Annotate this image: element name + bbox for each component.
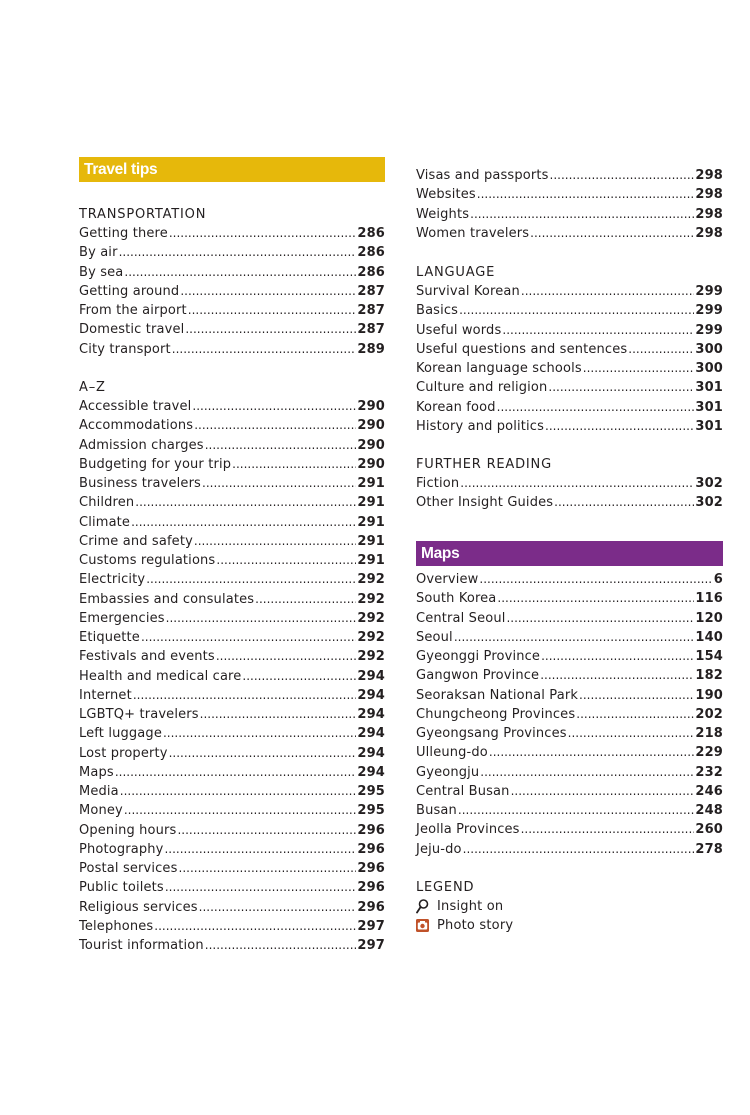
entry-title: Etiquette bbox=[79, 630, 140, 645]
toc-entry[interactable] bbox=[79, 609, 385, 628]
toc-entry[interactable] bbox=[416, 282, 723, 301]
entry-page: 294 bbox=[357, 668, 385, 684]
entry-page: 291 bbox=[357, 533, 385, 549]
toc-entry[interactable] bbox=[79, 763, 385, 782]
legend-item-photo-story bbox=[416, 916, 513, 935]
toc-entry[interactable] bbox=[416, 743, 723, 762]
toc-entry[interactable] bbox=[79, 667, 385, 686]
toc-entry[interactable] bbox=[416, 647, 723, 666]
entry-page: 294 bbox=[357, 687, 385, 703]
entry-page: 120 bbox=[695, 610, 723, 626]
entry-title: Women travelers bbox=[416, 225, 530, 241]
entry-title: Getting there bbox=[79, 226, 168, 241]
entry-page: 294 bbox=[357, 726, 385, 742]
section-heading-language: LANGUAGE bbox=[416, 265, 496, 280]
toc-entry[interactable] bbox=[79, 917, 385, 936]
entry-title: Survival Korean bbox=[416, 284, 520, 299]
entry-title: Budgeting for your trip bbox=[79, 456, 232, 472]
legend-item-insight-on bbox=[416, 897, 503, 916]
toc-entry[interactable] bbox=[416, 398, 723, 417]
entry-title: Gyeonggi Province bbox=[416, 649, 541, 664]
entry-page: 291 bbox=[357, 495, 385, 511]
toc-entry[interactable] bbox=[79, 821, 385, 840]
entry-page: 299 bbox=[695, 303, 723, 319]
toc-entry[interactable] bbox=[79, 859, 385, 878]
toc-entry[interactable] bbox=[416, 628, 723, 647]
entry-page: 294 bbox=[357, 764, 385, 780]
entry-title: Korean food bbox=[416, 399, 496, 415]
toc-entry[interactable] bbox=[416, 359, 723, 378]
entry-page: 287 bbox=[357, 303, 385, 318]
entry-title: Customs regulations bbox=[79, 553, 216, 568]
toc-entry[interactable] bbox=[416, 205, 723, 224]
entry-page: 291 bbox=[357, 553, 385, 568]
toc-entry[interactable] bbox=[416, 378, 723, 397]
entry-page: 296 bbox=[357, 899, 385, 915]
toc-entry[interactable] bbox=[79, 878, 385, 897]
toc-entry[interactable] bbox=[79, 724, 385, 743]
entry-title: LGBTQ+ travelers bbox=[79, 707, 199, 722]
entry-title: Gyeongsang Provinces bbox=[416, 726, 567, 741]
toc-entry[interactable] bbox=[416, 705, 723, 724]
section-heading-legend: LEGEND bbox=[416, 880, 475, 895]
toc-entry[interactable] bbox=[416, 321, 723, 340]
toc-entry[interactable] bbox=[416, 570, 723, 589]
entry-page: 154 bbox=[695, 649, 723, 664]
entry-title: Festivals and events bbox=[79, 649, 215, 665]
entry-title: Accommodations bbox=[79, 418, 194, 434]
toc-entry[interactable] bbox=[79, 898, 385, 917]
entry-page: 278 bbox=[695, 841, 723, 857]
entry-page: 294 bbox=[357, 745, 385, 761]
entry-page: 297 bbox=[357, 938, 385, 953]
entry-title: Busan bbox=[416, 803, 457, 818]
entry-title: Gyeongju bbox=[416, 764, 480, 780]
entry-title: Overview bbox=[416, 572, 479, 587]
entry-page: 298 bbox=[695, 206, 723, 222]
toc-entry[interactable] bbox=[79, 628, 385, 647]
entry-page: 290 bbox=[357, 437, 385, 453]
entry-page: 296 bbox=[357, 841, 385, 857]
entry-title: From the airport bbox=[79, 303, 187, 318]
entry-title: Getting around bbox=[79, 283, 180, 299]
toc-entry[interactable] bbox=[79, 436, 385, 455]
entry-page: 229 bbox=[695, 745, 723, 761]
toc-entry[interactable] bbox=[79, 647, 385, 666]
entry-page: 290 bbox=[357, 456, 385, 472]
entry-title: Useful questions and sentences bbox=[416, 341, 628, 357]
entry-page: 287 bbox=[357, 322, 385, 338]
entry-page: 116 bbox=[695, 591, 723, 607]
entry-title: Chungcheong Provinces bbox=[416, 706, 576, 722]
entry-title: Visas and passports bbox=[416, 168, 549, 183]
toc-entry[interactable] bbox=[79, 397, 385, 416]
entry-page: 299 bbox=[695, 284, 723, 299]
entry-title: Public toilets bbox=[79, 880, 164, 896]
entry-title: Korean language schools bbox=[416, 361, 582, 376]
entry-title: Left luggage bbox=[79, 726, 162, 742]
entry-title: Weights bbox=[416, 206, 470, 222]
entry-title: Postal services bbox=[79, 861, 178, 876]
entry-page: 286 bbox=[357, 226, 385, 241]
entry-title: Maps bbox=[79, 764, 114, 780]
toc-entry[interactable] bbox=[79, 590, 385, 609]
entry-title: Gangwon Province bbox=[416, 668, 540, 684]
toc-entry[interactable] bbox=[416, 340, 723, 359]
entry-title: Telephones bbox=[79, 918, 154, 934]
entry-page: 6 bbox=[713, 572, 723, 587]
entry-title: Accessible travel bbox=[79, 399, 192, 414]
entry-page: 302 bbox=[695, 476, 723, 491]
toc-entry[interactable] bbox=[79, 782, 385, 801]
camera-icon bbox=[416, 919, 429, 932]
entry-title: Money bbox=[79, 803, 123, 819]
entry-page: 190 bbox=[695, 687, 723, 703]
entry-title: History and politics bbox=[416, 418, 545, 434]
entry-title: Crime and safety bbox=[79, 533, 193, 549]
entry-title: Photography bbox=[79, 841, 164, 857]
entry-page: 298 bbox=[695, 168, 723, 183]
toc-entry[interactable] bbox=[79, 416, 385, 435]
toc-entry[interactable] bbox=[416, 782, 723, 801]
entry-page: 296 bbox=[357, 861, 385, 876]
entry-page: 295 bbox=[357, 784, 385, 799]
toc-entry[interactable] bbox=[416, 609, 723, 628]
toc-entry[interactable] bbox=[416, 166, 723, 185]
entry-title: Useful words bbox=[416, 322, 502, 338]
entry-page: 292 bbox=[357, 610, 385, 626]
maps-banner: Maps bbox=[416, 541, 723, 566]
toc-entry[interactable] bbox=[79, 282, 385, 301]
entry-title: By sea bbox=[79, 264, 124, 280]
toc-entry[interactable] bbox=[79, 243, 385, 262]
entry-page: 286 bbox=[357, 264, 385, 280]
toc-entry[interactable] bbox=[416, 185, 723, 204]
entry-title: Websites bbox=[416, 187, 476, 203]
entry-page: 302 bbox=[695, 495, 723, 511]
section-heading-a-z: A–Z bbox=[79, 380, 106, 395]
toc-entry[interactable] bbox=[79, 513, 385, 532]
entry-page: 140 bbox=[695, 629, 723, 645]
entry-title: Central Seoul bbox=[416, 610, 506, 626]
entry-page: 300 bbox=[695, 361, 723, 376]
entry-title: Children bbox=[79, 495, 135, 511]
entry-page: 292 bbox=[357, 649, 385, 665]
entry-title: Opening hours bbox=[79, 822, 177, 838]
entry-page: 246 bbox=[695, 783, 723, 799]
entry-title: Jeolla Provinces bbox=[416, 822, 520, 838]
entry-page: 299 bbox=[695, 322, 723, 338]
entry-title: By air bbox=[79, 245, 118, 261]
toc-entry[interactable] bbox=[79, 263, 385, 282]
entry-page: 291 bbox=[357, 476, 385, 491]
entry-page: 298 bbox=[695, 187, 723, 203]
toc-entry[interactable] bbox=[416, 474, 723, 493]
entry-title: Fiction bbox=[416, 476, 460, 491]
entry-title: Business travelers bbox=[79, 476, 201, 491]
entry-title: South Korea bbox=[416, 591, 497, 607]
entry-page: 295 bbox=[357, 803, 385, 819]
entry-page: 296 bbox=[357, 822, 385, 838]
entry-title: Embassies and consulates bbox=[79, 591, 255, 607]
toc-entry[interactable] bbox=[416, 301, 723, 320]
toc-entry[interactable] bbox=[79, 493, 385, 512]
toc-entry[interactable] bbox=[79, 936, 385, 955]
toc-entry[interactable] bbox=[416, 224, 723, 243]
entry-title: Tourist information bbox=[79, 938, 204, 953]
entry-page: 300 bbox=[695, 341, 723, 357]
toc-entry[interactable] bbox=[416, 763, 723, 782]
entry-page: 301 bbox=[695, 418, 723, 434]
entry-title: Central Busan bbox=[416, 783, 510, 799]
toc-entry[interactable] bbox=[416, 417, 723, 436]
entry-page: 289 bbox=[357, 341, 385, 357]
entry-title: Seoraksan National Park bbox=[416, 687, 579, 703]
entry-page: 248 bbox=[695, 803, 723, 818]
entry-page: 298 bbox=[695, 225, 723, 241]
entry-page: 297 bbox=[357, 918, 385, 934]
entry-page: 182 bbox=[695, 668, 723, 684]
toc-entry[interactable] bbox=[416, 589, 723, 608]
toc-entry[interactable] bbox=[416, 666, 723, 685]
entry-page: 301 bbox=[695, 380, 723, 396]
entry-page: 202 bbox=[695, 706, 723, 722]
entry-page: 301 bbox=[695, 399, 723, 415]
toc-entry[interactable] bbox=[79, 455, 385, 474]
entry-title: Climate bbox=[79, 514, 131, 530]
entry-page: 287 bbox=[357, 283, 385, 299]
entry-title: Health and medical care bbox=[79, 668, 242, 684]
entry-page: 292 bbox=[357, 572, 385, 588]
entry-title: Jeju-do bbox=[416, 841, 462, 857]
entry-page: 232 bbox=[695, 764, 723, 780]
entry-title: City transport bbox=[79, 341, 171, 357]
toc-entry[interactable] bbox=[79, 320, 385, 339]
toc-entry[interactable] bbox=[79, 801, 385, 820]
toc-entry[interactable] bbox=[79, 474, 385, 493]
section-heading-transportation: TRANSPORTATION bbox=[79, 207, 207, 222]
entry-title: Emergencies bbox=[79, 610, 165, 626]
entry-title: Admission charges bbox=[79, 437, 204, 453]
entry-title: Lost property bbox=[79, 745, 168, 761]
entry-title: Religious services bbox=[79, 899, 198, 915]
entry-title: Ulleung-do bbox=[416, 745, 488, 761]
toc-entry[interactable] bbox=[79, 686, 385, 705]
legend-label: Photo story bbox=[437, 918, 514, 933]
section-heading-further-reading: FURTHER READING bbox=[416, 457, 552, 472]
entry-page: 286 bbox=[357, 245, 385, 261]
toc-entry[interactable] bbox=[416, 686, 723, 705]
entry-page: 296 bbox=[357, 880, 385, 896]
entry-page: 290 bbox=[357, 399, 385, 414]
toc-entry[interactable] bbox=[79, 224, 385, 243]
entry-page: 292 bbox=[357, 591, 385, 607]
toc-entry[interactable] bbox=[79, 551, 385, 570]
entry-title: Seoul bbox=[416, 629, 453, 645]
toc-entry[interactable] bbox=[416, 840, 723, 859]
toc-entry[interactable] bbox=[79, 340, 385, 359]
entry-page: 294 bbox=[357, 707, 385, 722]
entry-title: Culture and religion bbox=[416, 380, 548, 396]
entry-title: Basics bbox=[416, 303, 459, 319]
toc-entry[interactable] bbox=[416, 820, 723, 839]
entry-title: Media bbox=[79, 784, 119, 799]
toc-entry[interactable] bbox=[416, 724, 723, 743]
toc-entry[interactable] bbox=[79, 705, 385, 724]
toc-entry[interactable] bbox=[79, 840, 385, 859]
toc-entry[interactable] bbox=[79, 744, 385, 763]
toc-entry[interactable] bbox=[79, 301, 385, 320]
entry-title: Other Insight Guides bbox=[416, 495, 554, 511]
toc-entry[interactable] bbox=[416, 493, 723, 512]
entry-page: 291 bbox=[357, 514, 385, 530]
toc-entry[interactable] bbox=[79, 532, 385, 551]
entry-page: 292 bbox=[357, 630, 385, 645]
entry-page: 290 bbox=[357, 418, 385, 434]
entry-title: Internet bbox=[79, 687, 132, 703]
magnifier-icon bbox=[416, 899, 429, 914]
entry-title: Electricity bbox=[79, 572, 146, 588]
entry-page: 218 bbox=[695, 726, 723, 741]
entry-title: Domestic travel bbox=[79, 322, 185, 338]
entry-page: 260 bbox=[695, 822, 723, 838]
travel-tips-banner: Travel tips bbox=[79, 157, 385, 182]
toc-entry[interactable] bbox=[79, 570, 385, 589]
legend-label: Insight on bbox=[437, 899, 504, 914]
toc-entry[interactable] bbox=[416, 801, 723, 820]
